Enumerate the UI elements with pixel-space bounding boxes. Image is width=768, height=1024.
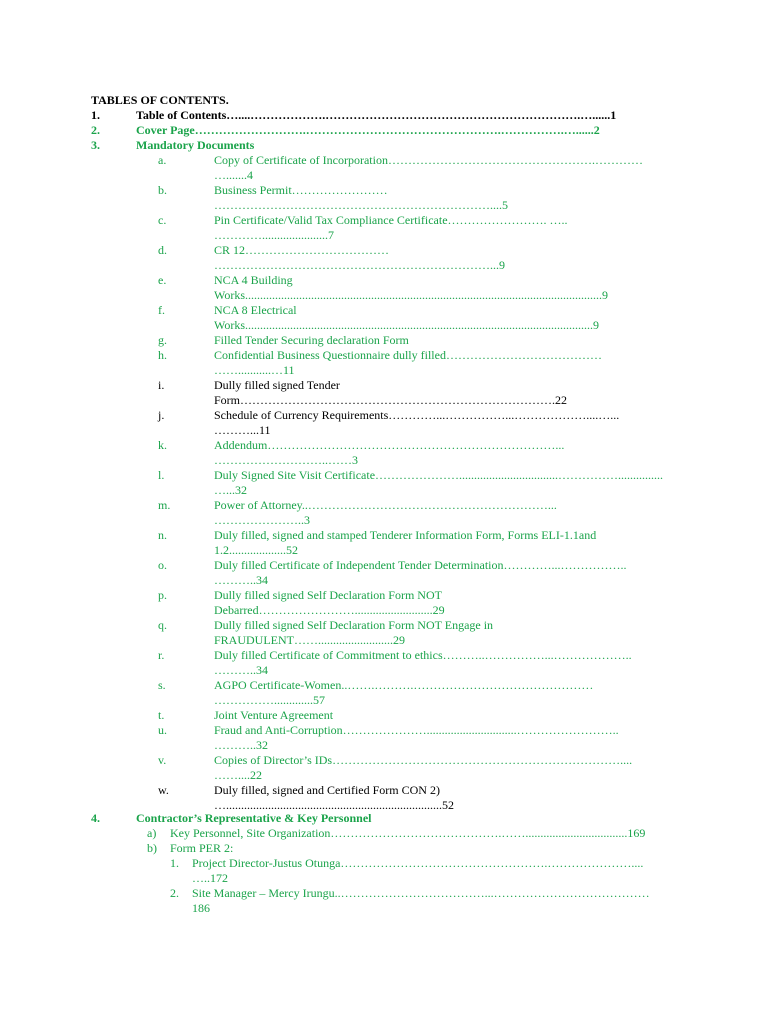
- toc-sub-entry-continuation: …………………..3: [214, 513, 310, 527]
- toc-per2-entry-continuation: …..172: [192, 871, 228, 885]
- toc-sub-letter: s.: [158, 678, 166, 692]
- toc-sub-entry-continuation: Debarred……………………..........................29: [214, 603, 445, 617]
- toc-per2-entry-continuation: 186: [192, 901, 210, 915]
- toc-sub-entry: Dully filled signed Self Declaration Form NOT Engage in: [214, 618, 494, 632]
- toc-sub-entry: CR 12………………………………: [214, 243, 390, 257]
- toc-sub-entry: Dully filled signed Self Declaration Form NOT: [214, 588, 442, 602]
- toc-per2-number: 2.: [170, 886, 179, 900]
- toc-sub-entry-continuation: …...32: [214, 483, 247, 497]
- toc-sub-letter: l.: [158, 468, 165, 482]
- toc-sub-entry-continuation: …........................................................................52: [214, 798, 454, 812]
- toc-sub-entry-continuation: ….......4: [214, 168, 253, 182]
- toc-section4-entry: Key Personnel, Site Organization…………………………………….……..................................169: [170, 826, 646, 840]
- toc-heading: TABLES OF CONTENTS.: [91, 93, 229, 107]
- toc-sub-letter: r.: [158, 648, 165, 662]
- toc-sub-entry: Power of Attorney..……………………………………………………...: [214, 498, 557, 512]
- toc-sub-letter: m.: [158, 498, 171, 512]
- toc-sub-entry-continuation: ………..34: [214, 573, 268, 587]
- toc-section4-entry: Form PER 2:: [170, 841, 234, 855]
- toc-sub-letter: t.: [158, 708, 165, 722]
- toc-sub-letter: j.: [158, 408, 165, 422]
- toc-sub-letter: h.: [158, 348, 167, 362]
- toc-sub-entry: Duly filled Certificate of Commitment to ethics………..……………...………………..: [214, 648, 632, 662]
- toc-sub-letter: k.: [158, 438, 167, 452]
- toc-main-entry: Table of Contents…....……………….……………………………………………………….…......1: [136, 108, 617, 122]
- toc-sub-entry-continuation: ……....22: [214, 768, 262, 782]
- toc-per2-entry: Site Manager – Mercy Irungu..………………………………...…………………………………: [192, 886, 650, 900]
- toc-sub-entry-continuation: ………………………..……3: [214, 453, 358, 467]
- toc-per2-entry: Project Director-Justus Otunga…………………………………………….…………………....: [192, 856, 644, 870]
- toc-sub-entry: Duly Signed Site Visit Certificate………………….................................……………...............: [214, 468, 664, 482]
- toc-sub-letter: f.: [158, 303, 165, 317]
- toc-sub-letter: u.: [158, 723, 167, 737]
- toc-section4-label: a): [147, 826, 157, 840]
- toc-sub-entry-continuation: ……...........…11: [214, 363, 295, 377]
- toc-sub-letter: g.: [158, 333, 167, 347]
- toc-sub-entry: Copy of Certificate of Incorporation…………………………………………….…………: [214, 153, 643, 167]
- toc-main-entry: Mandatory Documents: [136, 138, 255, 152]
- toc-sub-letter: d.: [158, 243, 167, 257]
- toc-section4-number: 4.: [91, 811, 100, 825]
- toc-sub-entry-continuation: 1.2...................52: [214, 543, 298, 557]
- toc-sub-entry: Addendum………………………………………………………………...: [214, 438, 565, 452]
- toc-sub-letter: e.: [158, 273, 167, 287]
- toc-sub-entry-continuation: ……………………………………………………………....5: [214, 198, 508, 212]
- toc-sub-entry: Schedule of Currency Requirements…………...……………...………………....…...: [214, 408, 620, 422]
- toc-sub-entry-continuation: …………......................7: [214, 228, 334, 242]
- toc-per2-number: 1.: [170, 856, 179, 870]
- toc-main-number: 3.: [91, 138, 100, 152]
- toc-section4-label: b): [147, 841, 157, 855]
- toc-sub-letter: o.: [158, 558, 167, 572]
- toc-sub-entry: Joint Venture Agreement: [214, 708, 334, 722]
- toc-sub-entry: AGPO Certificate-Women..…….……….………………………………………: [214, 678, 594, 692]
- toc-sub-letter: i.: [158, 378, 165, 392]
- toc-sub-entry: Confidential Business Questionnaire dully filled…………………………………: [214, 348, 602, 362]
- toc-sub-letter: w.: [158, 783, 169, 797]
- toc-main-number: 1.: [91, 108, 100, 122]
- toc-sub-letter: p.: [158, 588, 167, 602]
- toc-sub-entry-continuation: ………..34: [214, 663, 268, 677]
- toc-section4-title: Contractor’s Representative & Key Personnel: [136, 811, 372, 825]
- toc-sub-entry: Fraud and Anti-Corruption…………………..............................……………………..: [214, 723, 619, 737]
- toc-sub-entry-continuation: ……………………………………………………………...9: [214, 258, 505, 272]
- toc-sub-entry-continuation: …………….............57: [214, 693, 325, 707]
- toc-main-number: 2.: [91, 123, 100, 137]
- toc-sub-letter: v.: [158, 753, 167, 767]
- toc-sub-letter: b.: [158, 183, 167, 197]
- toc-sub-entry: Duly filled Certificate of Independent Tender Determination…………...……………..: [214, 558, 627, 572]
- toc-sub-entry: Copies of Director’s IDs………………………………………………………………....: [214, 753, 633, 767]
- toc-sub-letter: q.: [158, 618, 167, 632]
- toc-sub-entry-continuation: ………...11: [214, 423, 271, 437]
- toc-sub-letter: c.: [158, 213, 167, 227]
- toc-sub-entry: Duly filled, signed and stamped Tenderer Information Form, Forms ELI-1.1and: [214, 528, 597, 542]
- toc-sub-entry: Duly filled, signed and Certified Form CON 2): [214, 783, 440, 797]
- toc-sub-entry-continuation: Works.......................................................................................................................9: [214, 288, 609, 302]
- toc-sub-entry-continuation: FRAUDULENT…….........................29: [214, 633, 405, 647]
- toc-sub-entry: Dully filled signed Tender: [214, 378, 340, 392]
- toc-sub-entry: Filled Tender Securing declaration Form: [214, 333, 409, 347]
- toc-sub-entry: Business Permit……………………: [214, 183, 388, 197]
- toc-main-entry: Cover Page……………………….………………………………………….…………….…......2: [136, 123, 600, 137]
- toc-sub-entry-continuation: Form…………………………………………………………………….22: [214, 393, 568, 407]
- toc-sub-letter: n.: [158, 528, 167, 542]
- toc-sub-entry: Pin Certificate/Valid Tax Compliance Certificate……………………. …..: [214, 213, 568, 227]
- toc-sub-entry: NCA 4 Building: [214, 273, 293, 287]
- toc-sub-letter: a.: [158, 153, 167, 167]
- toc-sub-entry: NCA 8 Electrical: [214, 303, 297, 317]
- toc-sub-entry-continuation: Works....................................................................................................................9: [214, 318, 600, 332]
- toc-sub-entry-continuation: ………..32: [214, 738, 268, 752]
